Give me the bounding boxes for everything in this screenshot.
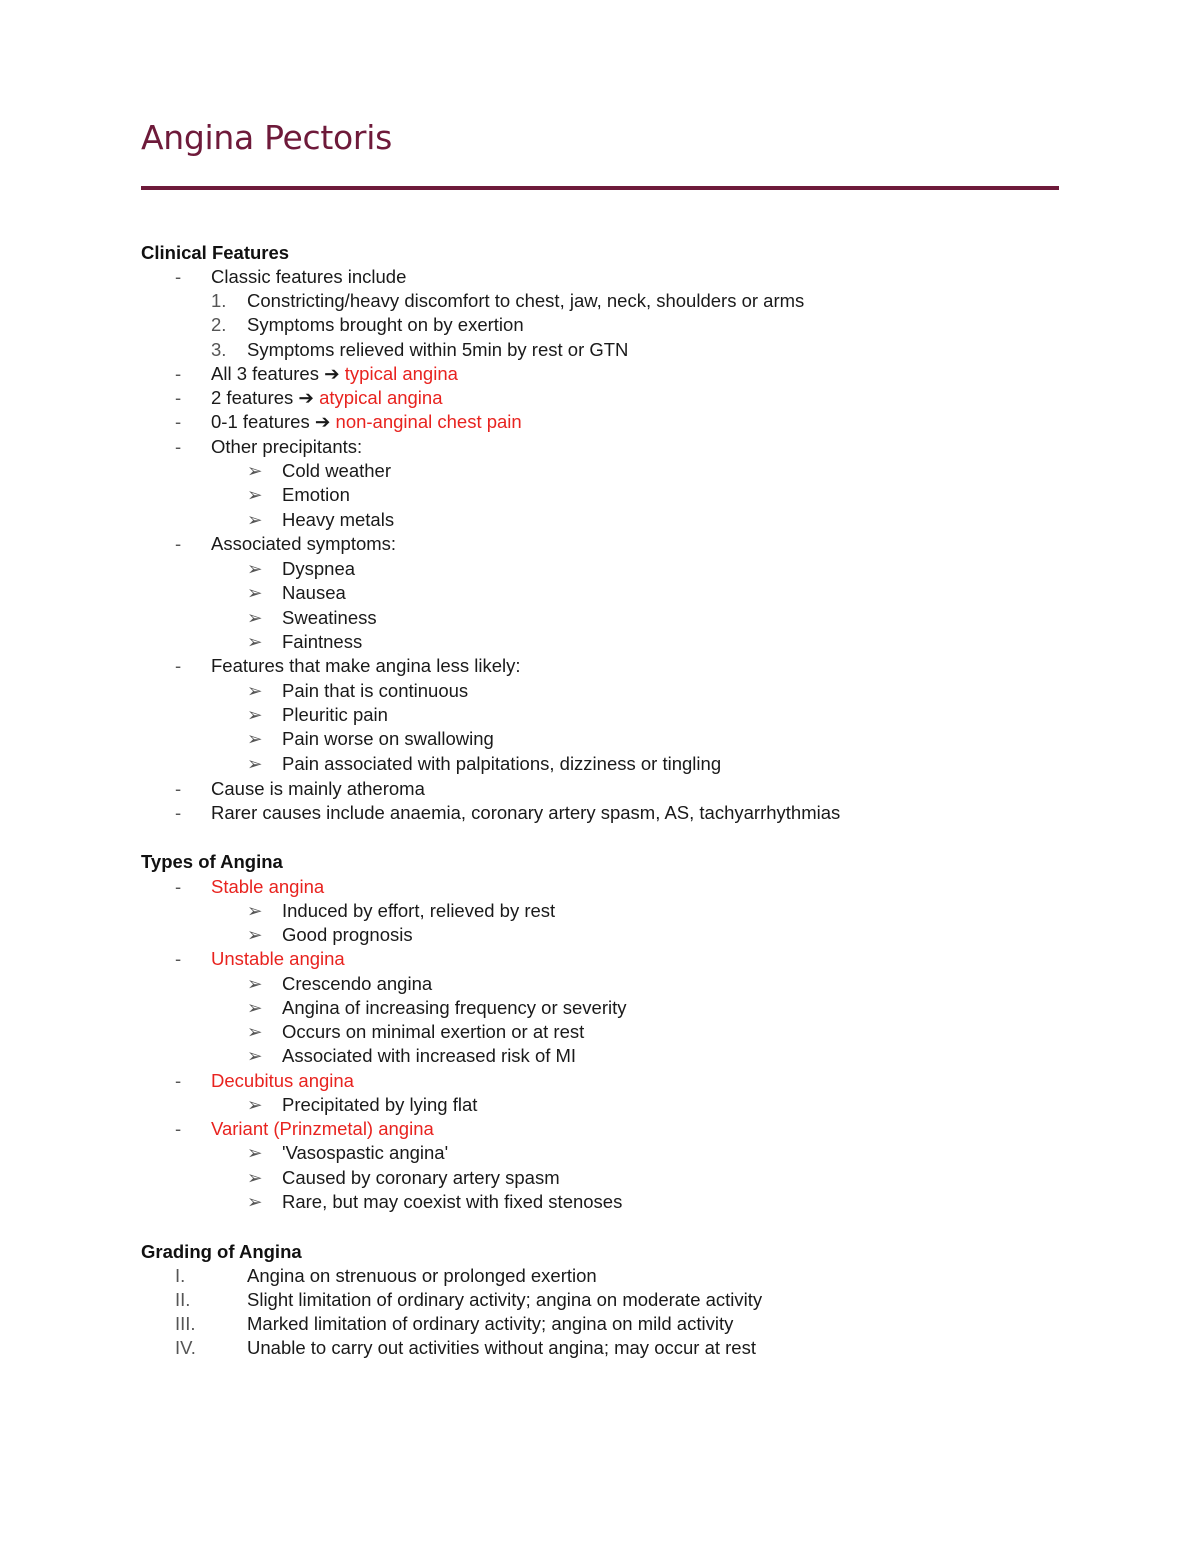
title-divider: [141, 186, 1059, 190]
bullet-icon: ➢: [247, 460, 263, 481]
bullet-icon: ➢: [247, 753, 263, 774]
dash-marker: -: [175, 266, 182, 287]
section-heading-types: Types of Angina: [141, 851, 283, 872]
bullet-icon: ➢: [247, 1021, 263, 1042]
bullet-icon: ➢: [247, 704, 263, 725]
bullet-icon: ➢: [247, 680, 263, 701]
arrow-icon: ➔: [298, 387, 314, 408]
bullet-icon: ➢: [247, 1094, 263, 1115]
bullet-icon: ➢: [247, 484, 263, 505]
arrow-icon: ➔: [314, 411, 331, 432]
bullet-icon: ➢: [247, 631, 263, 652]
bullet-icon: ➢: [247, 582, 263, 603]
page-title: Angina Pectoris: [141, 118, 392, 157]
section-heading-grading: Grading of Angina: [141, 1241, 302, 1262]
bullet-icon: ➢: [247, 924, 263, 945]
bullet-icon: ➢: [247, 900, 263, 921]
bullet-icon: ➢: [247, 558, 263, 579]
bullet-icon: ➢: [247, 973, 263, 994]
bullet-icon: ➢: [247, 1142, 263, 1163]
bullet-icon: ➢: [247, 1045, 263, 1066]
bullet-icon: ➢: [247, 997, 263, 1018]
document-page: Angina Pectoris Clinical Features - Classic features include 1. Constricting/heavy discomfort to chest, jaw, neck, shoulders or arms 2. Symptoms brought on by exertion 3. Symptoms relieved within 5min by rest or GTN - All 3 features ➔ typical angina - 2 features ➔ atypical angina - 0-1 features ➔ non-anginal chest pain - Other precipitants: ➢ Cold weather ➢ Emotion ➢ Heavy metals - Associated symptoms: ➢ Dyspnea ➢ Nausea ➢ Sweatiness ➢ Faintness - Features that make angina less likely: ➢ Pain that is continuous ➢ Pleuritic pain ➢ Pain worse on swallowing ➢ Pain associated with palpitations, dizziness or tingling - Cause is mainly atheroma - Rarer causes include anaemia, coronary artery spasm, AS, tachyarrhythmias Types of Angina - Stable angina ➢ Induced by effort, relieved by rest ➢ Good prognosis - Unstable angina ➢ Crescendo angina ➢ Angina of increasing frequency or severity ➢ Occurs on minimal exertion or at rest ➢ Associated with increased risk of MI - Decubitus angina ➢ Precipitated by lying flat - Variant (Prinzmetal) angina ➢ 'Vasospastic angina' ➢ Caused by coronary artery spasm ➢ Rare, but may coexist with fixed stenoses Grading of Angina I. Angina on strenuous or prolonged exertion II. Slight limitation of ordinary activity; angina on moderate activity III. Marked limitation of ordinary activity; angina on mild activity IV. Unable to carry out activities without angina; may occur at rest: [0, 0, 1200, 1553]
bullet-icon: ➢: [247, 509, 263, 530]
section-heading-clinical: Clinical Features: [141, 242, 290, 263]
bullet-icon: ➢: [247, 728, 263, 749]
arrow-icon: ➔: [324, 363, 340, 384]
bullet-icon: ➢: [247, 607, 263, 628]
bullet-icon: ➢: [247, 1191, 263, 1212]
bullet-icon: ➢: [247, 1167, 263, 1188]
